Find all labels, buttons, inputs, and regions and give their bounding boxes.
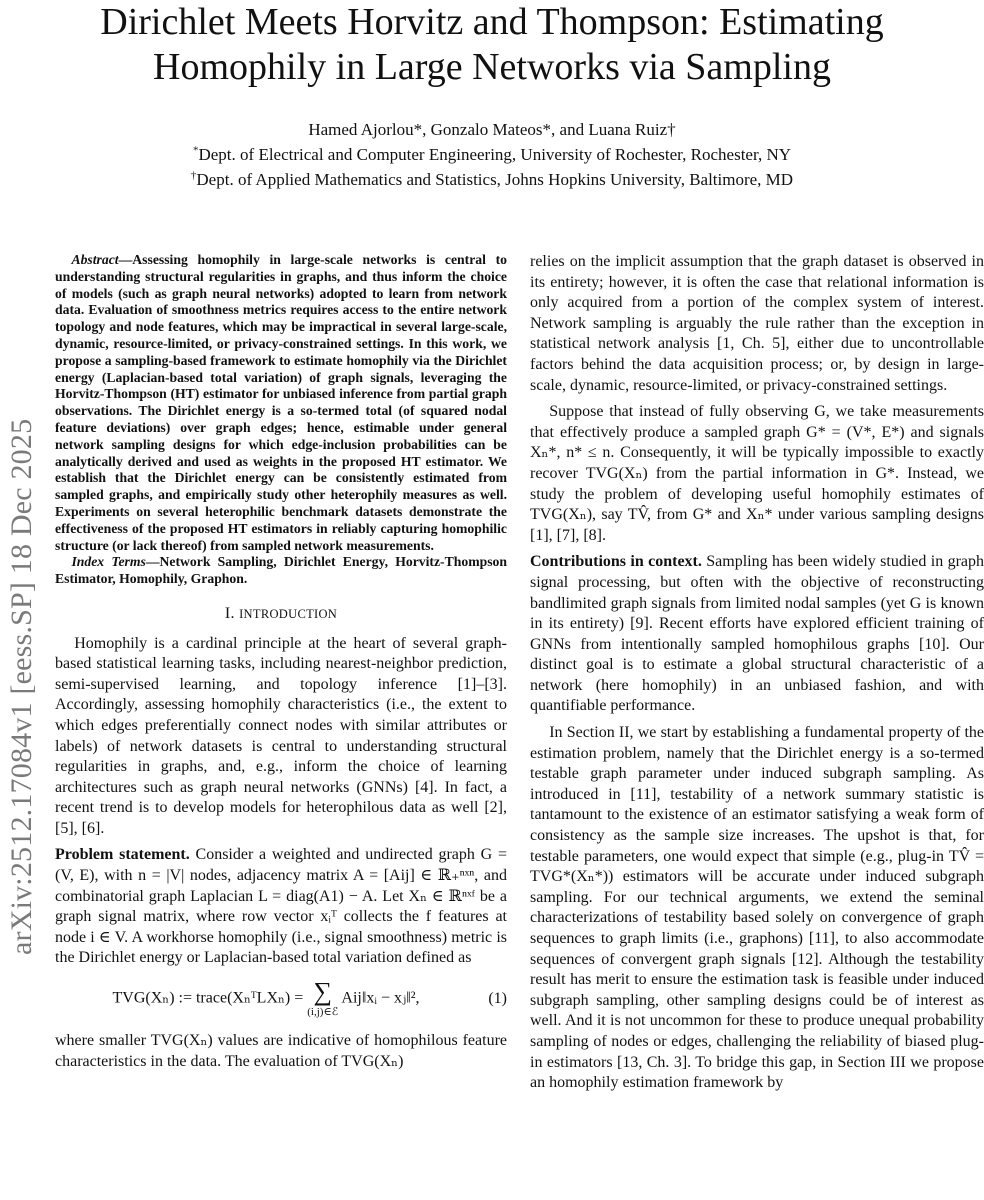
contributions-text: Sampling has been widely studied in graph signal processing, but often with the objective of reconstructing bandlimited graph signals from limited nodal samples (yet G is known in its entirety) [9]. Recent efforts have explored efficient training of GNNs from intentionally sampled homophilous graphs [10]. Our distinct goal is to estimate a global structural characteristic of a network (here homophily) in an unbiased fashion, and with quantifiable performance. (530, 553, 984, 715)
title-line-2: Homophily in Large Networks via Sampling (153, 46, 831, 88)
affiliation-2 (0, 168, 984, 192)
sum-symbol: ∑ (313, 977, 333, 1007)
arxiv-stamp: arXiv:2512.17084v1 [eess.SP] 18 Dec 2025 (5, 418, 38, 955)
problem-statement-paragraph (55, 845, 507, 969)
equation-1-rhs: Aij‖xᵢ − xⱼ‖², (341, 989, 420, 1007)
intro-paragraph-1: Homophily is a cardinal principle at the heart of several graph-based statistical learning tasks, including nearest-neighbor prediction, semi-supervised learning, and topology inference [1]–[3]. Accordingly, assessing homophily characteristics (i.e., the extent to which edges preferentially connect nodes with similar attributes or labels) of network datasets is central to understanding structural regularities in graphs, and, e.g., inform the choice of learning architectures such as graph neural networks (GNNs) [4]. In fact, a recent trend is to develop models for heterophilous data as well [2], [5], [6]. (55, 634, 507, 837)
equation-1-body (55, 979, 477, 1019)
problem-statement-heading: Problem statement. (55, 846, 190, 864)
author-list: Hamed Ajorlou*, Gonzalo Mateos*, and Luana Ruiz† (308, 120, 676, 139)
right-paragraph-2: Suppose that instead of fully observing G, we take measurements that effectively produce a sampled graph G* = (V*, E*) and signals Xₙ*, n* ≤ n. Consequently, it will be typically impossible to exactly recover TVG(Xₙ) from the partial information in G*. Instead, we study the problem of developing useful homophily estimates of TVG(Xₙ), say TV̂, from G* and Xₙ* under various sampling designs [1], [7], [8]. (530, 403, 984, 544)
problem-statement-text: Consider a weighted and undirected graph G = (V, E), with n = |V| nodes, adjacency matrix A = [Aij] ∈ ℝ₊ⁿˣⁿ, and combinatorial graph Laplacian L = diag(A1) − A. Let Xₙ ∈ ℝⁿˣᶠ be a graph signal matrix, where row vector xᵢᵀ collects the f features at node i ∈ V. A workhorse homophily (i.e., signal smoothness) metric is the Dirichlet energy or Laplacian-based total variation defined as (55, 846, 508, 967)
section-title: INTRODUCTION (239, 606, 338, 621)
contributions-paragraph (530, 552, 984, 717)
affiliation-1-mark: * (192, 144, 199, 157)
equation-1-lhs: TVG(Xₙ) := trace(XₙᵀLXₙ) = (112, 989, 304, 1007)
right-paragraph-4: In Section II, we start by establishing a fundamental property of the estimation problem, namely that the Dirichlet energy is a so-termed testable graph parameter under induced subgraph sampling. As introduced in [11], testability of a network summary statistic is tantamount to the existence of an estimator satisfying a weak form of consistency as the sample size increases. The upshot is that, for testable parameters, one would expect that simple (e.g., plug-in TV̂ = TVG*(Xₙ*)) estimators will be accurate under induced subgraph sampling. For our technical arguments, we extend the seminal characterizations of testability based solely on convergence of graph sequences to graph limits (i.e., graphons) [11], to also accommodate sequences of convergent graph signals [12]. Although the testability result has merit to ensure the estimation task is feasible under induced subgraph sampling, other sampling designs could be of interest as well. And it is not uncommon for these to produce unequal probability sampling of nodes or edges, challenging the reliability of biased plug-in estimators [13, Ch. 3]. To bridge this gap, in Section III we propose an homophily estimation framework by (530, 724, 984, 1092)
abstract (55, 252, 507, 554)
right-column (530, 252, 984, 1094)
contributions-heading: Contributions in context. (530, 553, 702, 571)
affiliation-1 (0, 143, 984, 167)
affiliation-2-mark: † (190, 169, 197, 182)
affiliation-1-text: Dept. of Electrical and Computer Engineering, University of Rochester, Rochester, NY (198, 145, 792, 164)
section-heading-introduction (55, 604, 507, 625)
equation-1-sum (307, 979, 338, 1019)
index-terms (55, 554, 507, 588)
left-column (55, 252, 507, 1072)
section-number: I. (224, 604, 235, 622)
post-equation-paragraph: where smaller TVG(Xₙ) values are indicative of homophilous feature characteristics in the data. The evaluation of TVG(Xₙ) (55, 1032, 507, 1070)
abstract-text: —Assessing homophily in large-scale networks is central to understanding structural regularities in graphs, and thus inform the choice of models (such as graph neural networks) adopted to learn from network data. Evaluation of smoothness metrics requires access to the entire network topology and node features, which may be impractical in several large-scale, dynamic, resource-limited, or privacy-constrained settings. In this work, we propose a sampling-based framework to estimate homophily via the Dirichlet energy (Laplacian-based total variation) of graph signals, leveraging the Horvitz-Thompson (HT) estimator for unbiased inference from partial graph observations. The Dirichlet energy is a so-termed total (of squared nodal feature deviations) over graph edges; hence, estimable under general network sampling designs for which edge-inclusion probabilities can be analytically derived and used as weights in the proposed HT estimator. We establish that the Dirichlet energy can be consistently estimated from sampled graphs, and empirically study other heterophily measures as well. Experiments on several heterophilic benchmark datasets demonstrate the effectiveness of the proposed HT estimators in reliably capturing homophilic structure (or lack thereof) from sampled network measurements. (55, 252, 507, 553)
index-terms-text: —Network Sampling, Dirichlet Energy, Horvitz-Thompson Estimator, Homophily, Graphon. (55, 554, 508, 587)
equation-1-number: (1) (488, 989, 507, 1007)
right-paragraph-1: relies on the implicit assumption that the graph dataset is observed in its entirety; however, it is often the case that relational information is only acquired from a portion of the complex system of interest. Network sampling is arguably the rule rather than the exception in statistical network analysis [1, Ch. 5], either due to uncontrollable factors behind the data acquisition process; or, by design in large-scale, dynamic, resource-limited, or privacy-constrained settings. (530, 253, 984, 394)
equation-1-sum-subscript: (i,j)∈ℰ (307, 1006, 339, 1019)
affiliation-2-text: Dept. of Applied Mathematics and Statistics, Johns Hopkins University, Baltimore, MD (196, 170, 794, 189)
title-line-1: Dirichlet Meets Horvitz and Thompson: Estimating (100, 1, 884, 43)
index-terms-label: Index Terms (71, 554, 146, 570)
equation-1 (55, 979, 507, 1019)
paper-title (0, 0, 984, 90)
abstract-label: Abstract (71, 252, 119, 267)
